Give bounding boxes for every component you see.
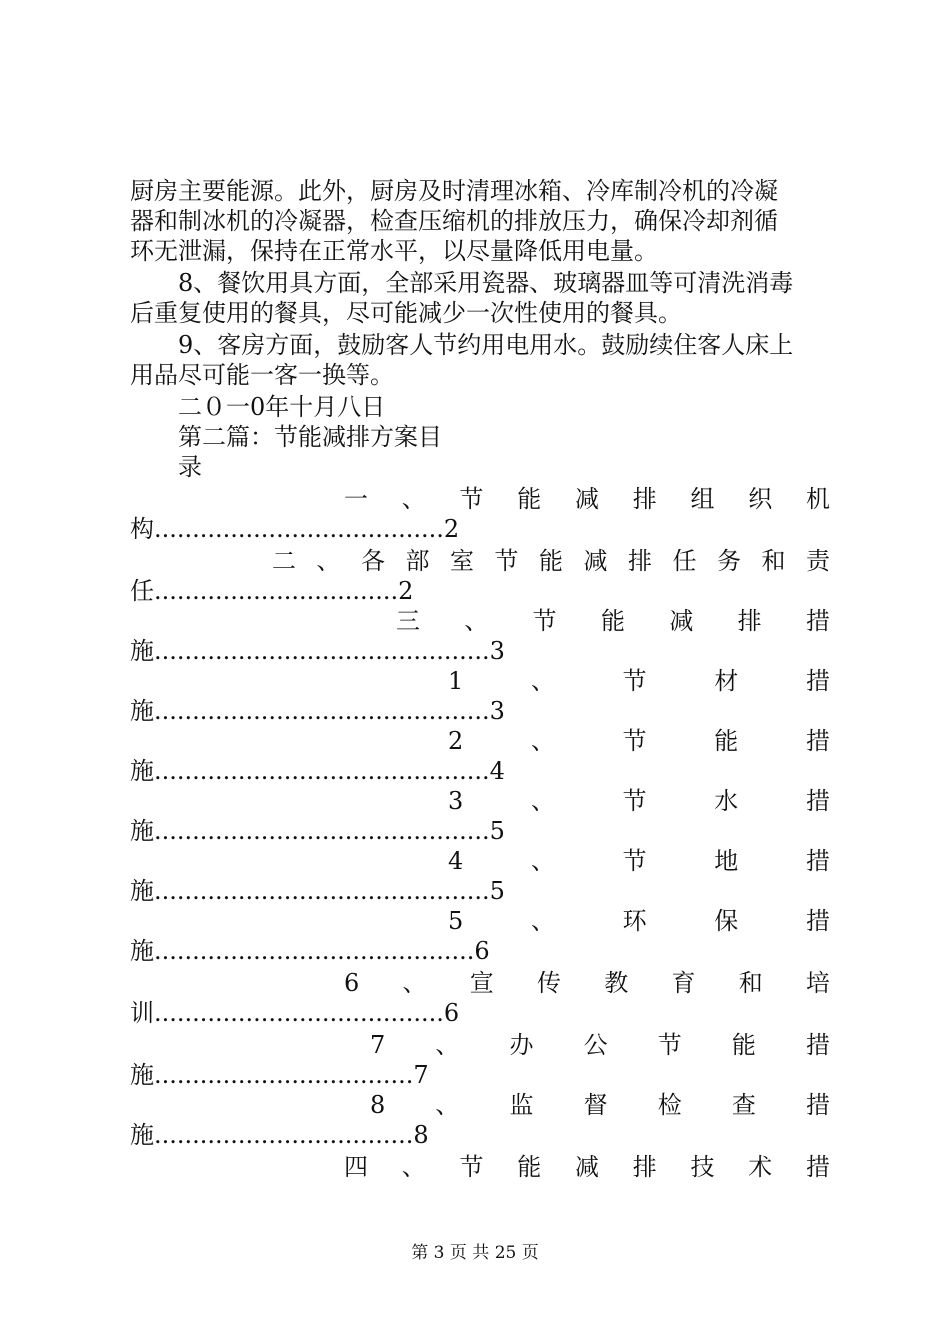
toc-token: 材 <box>714 667 739 695</box>
toc-token: 措 <box>805 607 830 635</box>
toc-entry-leader <box>130 1120 830 1150</box>
toc-token: 、 <box>464 607 489 635</box>
toc-dots: .................................. <box>154 1061 414 1089</box>
toc-token: 措 <box>805 1091 830 1119</box>
toc-token: 减 <box>669 607 694 635</box>
toc-token: 措 <box>805 667 830 695</box>
toc-token: 育 <box>671 969 696 997</box>
toc-tail: 施 <box>130 757 154 785</box>
toc-token: 务 <box>717 547 741 575</box>
toc-token: 和 <box>761 547 786 575</box>
toc-entry-title <box>344 1152 830 1182</box>
toc-token: 措 <box>805 847 830 875</box>
toc-entry-leader <box>130 514 830 544</box>
toc-token: 减 <box>583 547 608 575</box>
toc-token: 传 <box>536 969 561 997</box>
toc-token: 、 <box>316 547 341 575</box>
toc-token: 、 <box>530 847 555 875</box>
toc-token: 任 <box>672 547 697 575</box>
toc-dots: ............................................ <box>154 637 490 665</box>
toc-entry-leader <box>130 876 830 906</box>
toc-entry-title <box>448 726 830 756</box>
toc-dots: ................................ <box>154 577 399 605</box>
toc-dots: ............................................ <box>154 757 490 785</box>
toc-token: 一 <box>344 485 368 513</box>
toc-token: 水 <box>714 787 739 815</box>
toc-token: 保 <box>714 907 739 935</box>
toc-token: 排 <box>737 607 762 635</box>
toc-token: 宣 <box>469 969 494 997</box>
page-footer: 第 3 页 共 25 页 <box>411 1243 539 1263</box>
toc-token: 4 <box>448 847 464 875</box>
toc-token: 地 <box>714 847 739 875</box>
toc-dots: .......................................... <box>154 937 475 965</box>
toc-tail: 施 <box>130 877 154 905</box>
toc-token: 排 <box>632 1153 657 1181</box>
toc-token: 节 <box>622 667 647 695</box>
toc-token: 三 <box>396 607 420 635</box>
toc-token: 二 <box>272 547 296 575</box>
toc-dots: .................................. <box>154 1121 414 1149</box>
toc-token: 、 <box>435 1031 460 1059</box>
toc-token: 节 <box>622 787 647 815</box>
toc-dots: ............................................ <box>154 817 490 845</box>
toc-token: 减 <box>575 485 599 513</box>
toc-token: 组 <box>690 485 715 513</box>
toc-token: 2 <box>448 727 464 755</box>
toc-token: 能 <box>517 1153 542 1181</box>
toc-token: 5 <box>448 907 464 935</box>
toc-entry-leader <box>130 636 830 666</box>
toc-tail: 施 <box>130 697 154 725</box>
toc-tail: 施 <box>130 1121 154 1149</box>
toc-token: 7 <box>370 1031 386 1059</box>
toc-token: 、 <box>530 667 555 695</box>
body-line: 用品尽可能一客一换等。 <box>130 361 394 389</box>
toc-entry-leader <box>130 1060 830 1090</box>
toc-page-number: 5 <box>489 817 505 845</box>
toc-token: 办 <box>509 1031 534 1059</box>
toc-dots: ............................................ <box>154 877 490 905</box>
toc-token: 、 <box>435 1091 460 1119</box>
toc-dots: ............................................ <box>154 697 490 725</box>
toc-page-number: 3 <box>489 637 505 665</box>
toc-token: 织 <box>748 485 773 513</box>
section-heading: 第二篇：节能减排方案目 <box>178 423 442 451</box>
toc-page-number: 4 <box>489 757 505 785</box>
toc-token: 技 <box>690 1153 715 1181</box>
toc-entry-leader <box>130 696 830 726</box>
toc-token: 能 <box>714 727 739 755</box>
toc-entry-title <box>448 846 830 876</box>
toc-tail: 施 <box>130 637 154 665</box>
toc-token: 监 <box>509 1091 534 1119</box>
toc-token: 措 <box>805 1031 830 1059</box>
toc-page-number: 2 <box>398 577 414 605</box>
toc-entry-title <box>344 968 830 998</box>
toc-page-number: 8 <box>413 1121 429 1149</box>
toc-entry-title <box>344 484 830 514</box>
toc-entry-title <box>370 1030 830 1060</box>
toc-token: 培 <box>805 969 830 997</box>
body-line: 后重复使用的餐具，尽可能减少一次性使用的餐具。 <box>130 299 682 327</box>
body-line: 8、餐饮用具方面，全部采用瓷器、玻璃器皿等可清洗消毒 <box>178 269 794 297</box>
toc-token: 各 <box>361 547 385 575</box>
toc-token: 措 <box>805 727 830 755</box>
toc-entry-title <box>448 786 830 816</box>
toc-entry-title <box>448 906 830 936</box>
toc-entry-leader <box>130 936 830 966</box>
toc-token: 节 <box>532 607 557 635</box>
toc-token: 部 <box>405 547 430 575</box>
toc-token: 能 <box>731 1031 756 1059</box>
toc-tail: 施 <box>130 1061 154 1089</box>
toc-token: 节 <box>657 1031 682 1059</box>
toc-token: 机 <box>806 485 830 513</box>
toc-token: 和 <box>738 969 763 997</box>
toc-token: 8 <box>370 1091 386 1119</box>
toc-token: 教 <box>604 969 629 997</box>
toc-page-number: 6 <box>443 999 460 1027</box>
toc-token: 能 <box>517 485 542 513</box>
body-line: 9、客房方面，鼓励客人节约用电用水。鼓励续住客人床上 <box>178 331 794 359</box>
date-line: 二０一0年十月八日 <box>178 393 386 421</box>
toc-token: 、 <box>401 1153 426 1181</box>
toc-token: 、 <box>530 907 555 935</box>
toc-token: 节 <box>494 547 519 575</box>
toc-token: 节 <box>459 1153 484 1181</box>
toc-tail: 构 <box>130 515 154 543</box>
body-line: 器和制冰机的冷凝器，检查压缩机的排放压力，确保冷却剂循 <box>130 207 778 235</box>
toc-tail: 施 <box>130 817 154 845</box>
toc-entry-title <box>370 1090 830 1120</box>
toc-token: 能 <box>539 547 563 575</box>
toc-page-number: 7 <box>413 1061 429 1089</box>
toc-token: 措 <box>805 907 830 935</box>
toc-page-number: 6 <box>474 937 490 965</box>
toc-token: 排 <box>632 485 657 513</box>
toc-token: 、 <box>402 969 427 997</box>
toc-token: 、 <box>530 787 555 815</box>
toc-page-number: 2 <box>443 515 460 543</box>
toc-token: 1 <box>448 667 464 695</box>
toc-token: 节 <box>622 727 647 755</box>
toc-entry-title <box>272 546 830 576</box>
toc-token: 环 <box>622 907 647 935</box>
section-heading-continued: 录 <box>178 453 202 481</box>
toc-token: 四 <box>344 1153 368 1181</box>
body-line: 环无泄漏，保持在正常水平，以尽量降低用电量。 <box>130 237 658 265</box>
toc-dots: ...................................... <box>154 999 444 1027</box>
toc-entry-leader <box>130 816 830 846</box>
toc-token: 措 <box>806 1153 830 1181</box>
toc-token: 术 <box>748 1153 773 1181</box>
toc-token: 督 <box>583 1091 608 1119</box>
toc-token: 、 <box>401 485 426 513</box>
toc-token: 公 <box>583 1031 608 1059</box>
body-line: 厨房主要能源。此外，厨房及时清理冰箱、冷库制冷机的冷凝 <box>130 177 778 205</box>
toc-token: 6 <box>344 969 360 997</box>
toc-token: 能 <box>600 607 625 635</box>
toc-token: 节 <box>622 847 647 875</box>
toc-token: 室 <box>450 547 474 575</box>
toc-tail: 训 <box>130 999 154 1027</box>
toc-entry-leader <box>130 576 830 606</box>
toc-token: 3 <box>448 787 464 815</box>
toc-token: 检 <box>657 1091 682 1119</box>
toc-page-number: 3 <box>489 697 505 725</box>
toc-token: 排 <box>628 547 652 575</box>
toc-token: 责 <box>806 547 830 575</box>
toc-token: 措 <box>805 787 830 815</box>
toc-dots: ...................................... <box>154 515 444 543</box>
toc-token: 、 <box>530 727 555 755</box>
toc-token: 减 <box>575 1153 599 1181</box>
toc-entry-title <box>396 606 830 636</box>
toc-entry-leader <box>130 756 830 786</box>
toc-token: 节 <box>459 485 484 513</box>
toc-tail: 任 <box>130 577 154 605</box>
toc-entry-leader <box>130 998 830 1028</box>
toc-page-number: 5 <box>489 877 505 905</box>
toc-tail: 施 <box>130 937 154 965</box>
toc-entry-title <box>448 666 830 696</box>
toc-token: 查 <box>731 1091 756 1119</box>
